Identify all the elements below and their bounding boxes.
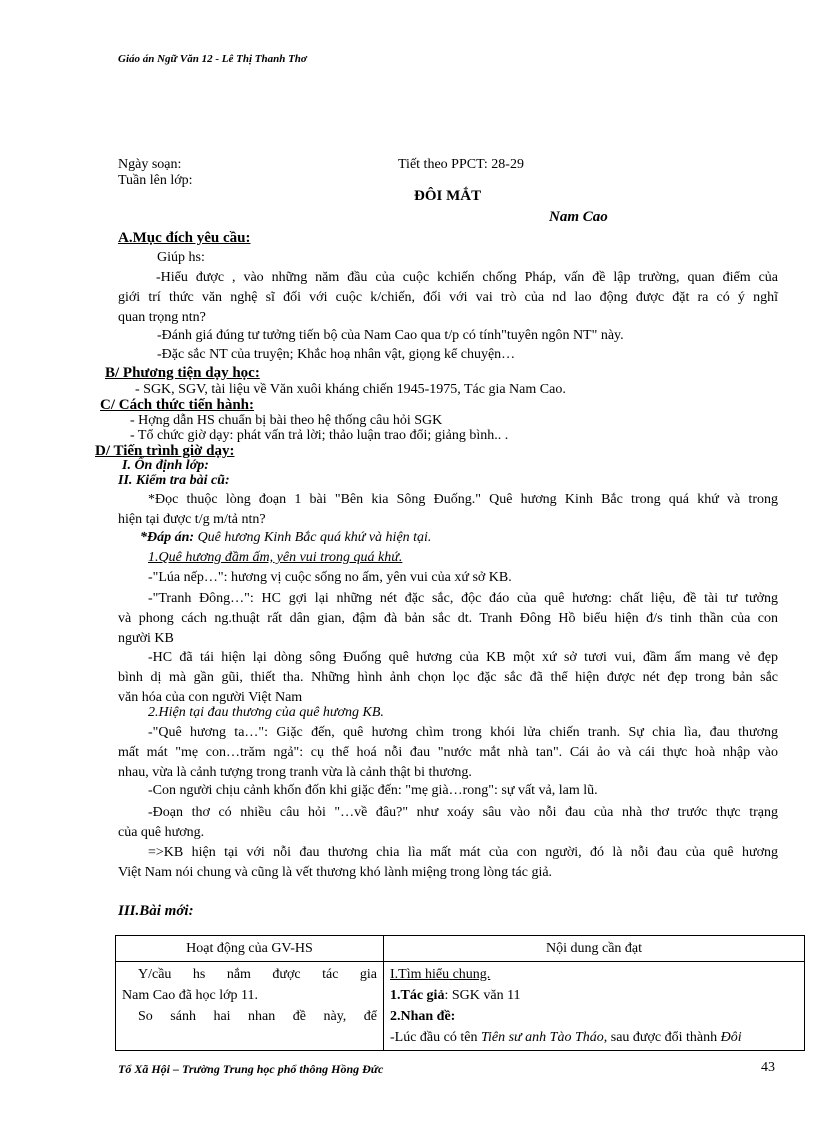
week-label: Tuần lên lớp: — [118, 173, 193, 188]
table-header-content: Nội dung cần đạt — [384, 936, 805, 962]
step-1-heading: I. Ổn định lớp: — [122, 458, 209, 473]
table-header-row — [116, 936, 805, 962]
content-author-line: 1.Tác giả: SGK văn 11 — [390, 988, 521, 1003]
page-number: 43 — [761, 1060, 775, 1075]
answer-b3: -Đoạn thơ có nhiều câu hỏi "…về đâu?" như xoáy sâu vào nỗi đau của nhà thơ trước thực trạng của quê hương. — [118, 805, 778, 840]
answer-a3: -HC đã tái hiện lại dòng sông Đuống quê hương của KB một xứ sở tươi vui, đầm ấm mang vẻ đẹp bình dị mà gần gũi, thiết tha. Những hình ảnh chọn lọc đặc sắc đã thể hiện được nét đẹp trong bản sắc văn hóa của con người Việt Nam — [118, 650, 778, 705]
footer-school: Tổ Xã Hội – Trường Trung học phổ thông Hồng Đức — [118, 1062, 384, 1076]
step-2-heading: II. Kiểm tra bài cũ: — [118, 473, 230, 488]
section-a-heading: A.Mục đích yêu cầu: — [118, 230, 251, 246]
period-info: Tiết theo PPCT: 28-29 — [398, 157, 524, 172]
lesson-title: ĐÔI MẮT — [414, 188, 482, 204]
section-a-para-2: -Đánh giá đúng tư tưởng tiến bộ của Nam Cao qua t/p có tính"tuyên ngôn NT" này. — [157, 328, 624, 343]
table-row — [116, 962, 805, 1051]
content-title-line: -Lúc đầu có tên Tiên sư anh Tào Tháo, sau được đổi thành Đôi — [390, 1030, 742, 1045]
answer-a2: -"Tranh Đông…": HC gợi lại những nét đặc sắc, độc đáo của quê hương: chất liệu, đề tài tư tưởng và phong cách ng.thuật rất dân gian, đậm đà bản sắc dt. Tranh Đông Hồ biểu hiện đ/s tinh thần của con người KB — [118, 591, 778, 646]
table-header-activity: Hoạt động của GV-HS — [116, 936, 384, 962]
section-b-heading: B/ Phương tiện dạy học: — [105, 365, 260, 381]
section-a-para-3: -Đặc sắc NT của truyện; Khắc hoạ nhân vật, giọng kể chuyện… — [157, 347, 516, 362]
table-cell-content — [384, 962, 805, 1051]
content-title-heading: 2.Nhan đề: — [390, 1009, 456, 1024]
answer-b1: -"Quê hương ta…": Giặc đến, quê hương chìm trong khói lửa chiến tranh. Sự chia lìa, đau thương mất mát "mẹ con…trăm ngả": cụ thể hoá nỗi đau "nước mắt nhà tan". Cái ảo và cái thực hoà nhập vào nhau, vừa là cảnh tượng trong tranh vừa là cảnh thật bi thương. — [118, 725, 778, 780]
answer-sub-1: 1.Quê hương đầm ấm, yên vui trong quá khứ. — [148, 550, 403, 565]
lesson-activity-table — [115, 935, 805, 1051]
answer-b2: -Con người chịu cảnh khốn đốn khi giặc đến: "mẹ già…rong": sự vất vả, lam lũ. — [148, 783, 598, 798]
section-a-para-1: -Hiểu được , vào những năm đầu của cuộc kchiến chống Pháp, vấn đề lập trường, quan điểm của giới trí thức văn nghệ sĩ đối với cuộc k/chiến, đối với vai trò của nd lao động được đặt ra có ý nghĩ quan trọng ntn? — [118, 270, 778, 325]
review-question: *Đọc thuộc lòng đoạn 1 bài "Bên kia Sông Đuống." Quê hương Kinh Bắc trong quá khứ và trong hiện tại được t/g m/tả ntn? — [118, 492, 778, 527]
section-a-intro: Giúp hs: — [157, 250, 205, 265]
answer-a1: -"Lúa nếp…": hương vị cuộc sống no ấm, yên vui của xứ sở KB. — [148, 570, 512, 585]
section-c-item-1: - Hợng dẫn HS chuẩn bị bài theo hệ thống câu hỏi SGK — [130, 413, 443, 428]
table-cell-activity: Y/cầu hs nắm được tác gia Nam Cao đã học lớp 11. So sánh hai nhan đề này, để — [116, 962, 384, 1051]
author-name: Nam Cao — [549, 209, 608, 225]
step-3-heading: III.Bài mới: — [118, 903, 194, 919]
answer-b4: =>KB hiện tại với nỗi đau thương chia lìa mất mát của con người, đó là nỗi đau của quê hương Việt Nam nói chung và cũng là vết thương khó lành miệng trong lòng tác giả. — [118, 845, 778, 880]
date-label: Ngày soạn: — [118, 157, 182, 172]
document-header: Giáo án Ngữ Văn 12 - Lê Thị Thanh Thơ — [118, 53, 307, 65]
section-b-item: - SGK, SGV, tài liệu về Văn xuôi kháng chiến 1945-1975, Tác gia Nam Cao. — [135, 382, 566, 397]
answer-line: *Đáp án: Quê hương Kinh Bắc quá khứ và hiện tại. — [140, 530, 432, 545]
content-heading-1: I.Tìm hiểu chung. — [390, 967, 491, 982]
section-c-item-2: - Tổ chức giờ dạy: phát vấn trả lời; thảo luận trao đổi; giảng bình.. . — [130, 428, 509, 443]
section-c-heading: C/ Cách thức tiến hành: — [100, 397, 255, 413]
section-d-heading: D/ Tiến trình giờ dạy: — [95, 443, 235, 459]
answer-sub-2: 2.Hiện tại đau thương của quê hương KB. — [148, 705, 384, 720]
